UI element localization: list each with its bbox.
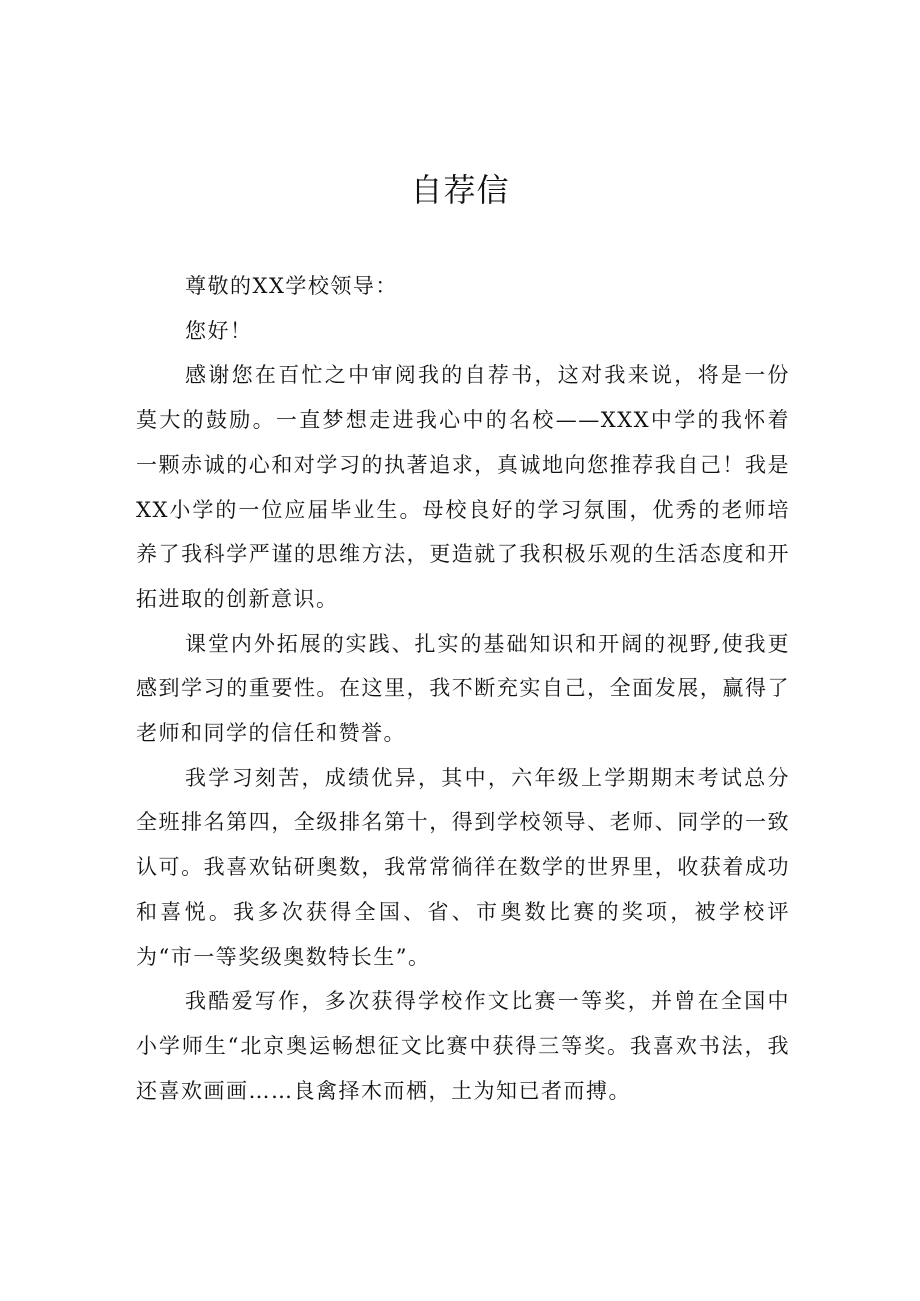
paragraph-4: 我酷爱写作，多次获得学校作文比赛一等奖，并曾在全国中小学师生“北京奥运畅想征文比赛中获得三等奖。我喜欢书法，我还喜欢画画……良禽择木而栖，土为知已者而搏。 (136, 989, 790, 1103)
paragraph-3: 我学习刻苦，成绩优异，其中，六年级上学期期末考试总分全班排名第四，全级排名第十，得到学校领导、老师、同学的一致认可。我喜欢钻研奥数，我常常徜徉在数学的世界里，收获着成功和喜悦。我多次获得全国、省、市奥数比赛的奖项，被学校评为“市一等奖级奥数特长生”。 (136, 765, 790, 969)
letter-body (136, 264, 790, 1113)
paragraph-1: 感谢您在百忙之中审阅我的自荐书，这对我来说，将是一份莫大的鼓励。一直梦想走进我心中的名校——XXX中学的我怀着一颗赤诚的心和对学习的执著追求，真诚地向您推荐我自己！我是XX小学的一位应届毕业生。母校良好的学习氛围，优秀的老师培养了我科学严谨的思维方法，更造就了我积极乐观的生活态度和开拓进取的创新意识。 (136, 363, 790, 611)
salutation: 尊敬的XX学校领导： (185, 274, 398, 298)
greeting: 您好！ (185, 318, 253, 343)
document-title: 自荐信 (410, 171, 510, 209)
paragraph-2: 课堂内外拓展的实践、扎实的基础知识和开阔的视野,使我更感到学习的重要性。在这里，我不断充实自己，全面发展，赢得了老师和同学的信任和赞誉。 (136, 631, 790, 746)
